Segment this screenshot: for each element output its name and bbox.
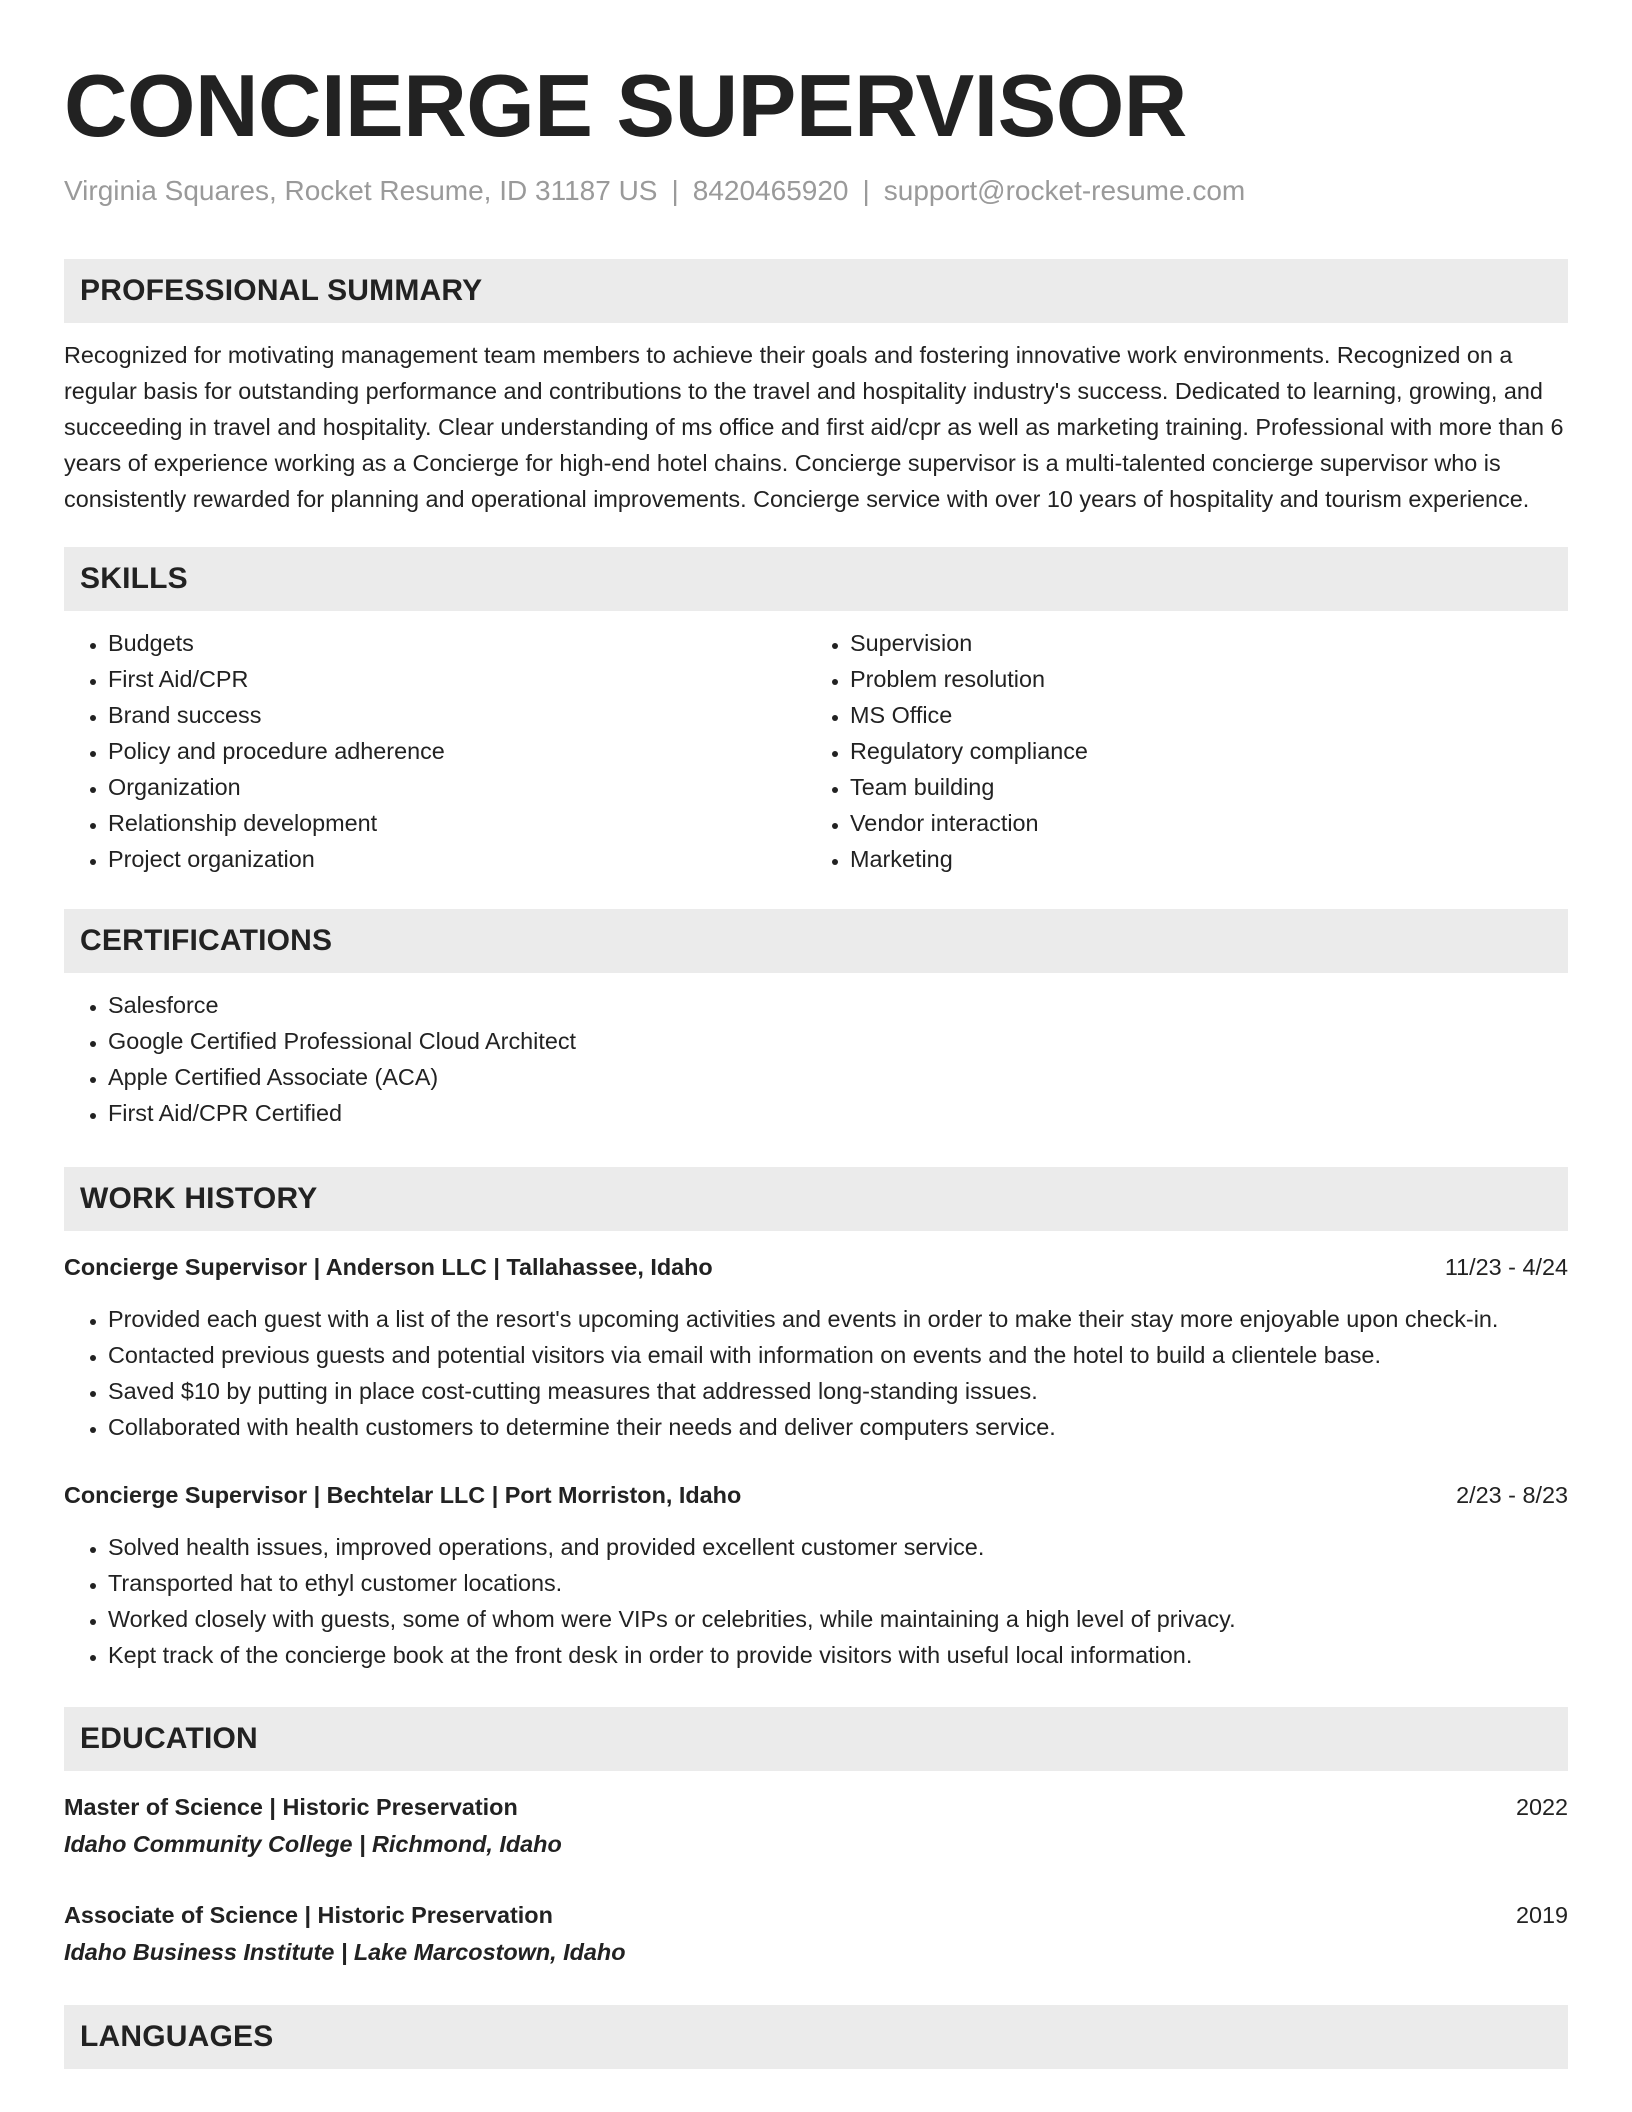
contact-email: support@rocket-resume.com [883, 175, 1246, 206]
section-header-work-history: WORK HISTORY [64, 1167, 1568, 1231]
skill-item: • Relationship development [108, 805, 806, 841]
job-bullet: • Saved $10 by putting in place cost-cutting measures that addressed long-standing issues. [108, 1373, 1568, 1409]
job-bullet: • Transported hat to ethyl customer locations. [108, 1565, 1568, 1601]
education-year: 2019 [1515, 1902, 1568, 1928]
job-bullet: • Kept track of the concierge book at the front desk in order to provide visitors with useful local information. [108, 1637, 1568, 1673]
education-header [64, 1897, 1568, 1933]
education-entry [64, 1897, 1568, 1971]
job-bullet: • Collaborated with health customers to determine their needs and deliver computers service. [108, 1409, 1568, 1445]
skill-item: • Budgets [108, 625, 806, 661]
certifications-list [64, 987, 1568, 1131]
section-header-certifications: CERTIFICATIONS [64, 909, 1568, 973]
skills-column-left [64, 625, 806, 877]
skill-item: • Problem resolution [850, 661, 1548, 697]
education-entry [64, 1789, 1568, 1863]
skill-item: • Brand success [108, 697, 806, 733]
contact-line [64, 174, 1568, 208]
summary-text: Recognized for motivating management team members to achieve their goals and fostering innovative work environments. Recognized on a regular basis for outstanding performance and contributions to the travel and hospitality industry's success. Dedicated to learning, growing, and succeeding in travel and hospitality. Clear understanding of ms office and first aid/cpr as well as marketing training. Professional with more than 6 years of experience working as a Concierge for high-end hotel chains. Concierge supervisor is a multi-talented concierge supervisor who is consistently rewarded for planning and operational improvements. Concierge service with over 10 years of hospitality and tourism experience. [64, 342, 1564, 512]
section-header-skills: SKILLS [64, 547, 1568, 611]
skill-item: • Vendor interaction [850, 805, 1548, 841]
skill-item: • Team building [850, 769, 1548, 805]
job-title: Concierge Supervisor | Bechtelar LLC | Port Morriston, Idaho [64, 1482, 742, 1508]
contact-address: Virginia Squares, Rocket Resume, ID 31187 US [64, 175, 658, 206]
skill-item: • Regulatory compliance [850, 733, 1548, 769]
skill-item: • MS Office [850, 697, 1548, 733]
job-bullets [64, 1301, 1568, 1445]
certification-item: • Google Certified Professional Cloud Architect [108, 1023, 1568, 1059]
job-entry [64, 1477, 1568, 1673]
job-header [64, 1477, 1568, 1513]
skill-item: • Marketing [850, 841, 1548, 877]
candidate-name: CONCIERGE SUPERVISOR [64, 56, 1187, 155]
skill-item: • Project organization [108, 841, 806, 877]
job-title: Concierge Supervisor | Anderson LLC | Tallahassee, Idaho [64, 1254, 713, 1280]
job-entry [64, 1249, 1568, 1445]
certification-item: • First Aid/CPR Certified [108, 1095, 1568, 1131]
skill-item: • Policy and procedure adherence [108, 733, 806, 769]
job-dates: 11/23 - 4/24 [1444, 1254, 1568, 1280]
section-header-languages: LANGUAGES [64, 2005, 1568, 2069]
education-header [64, 1789, 1568, 1825]
job-bullet: • Provided each guest with a list of the resort's upcoming activities and events in order to make their stay more enjoyable upon check-in. [108, 1301, 1568, 1337]
job-bullet: • Contacted previous guests and potential visitors via email with information on events and the hotel to build a clientele base. [108, 1337, 1568, 1373]
education-school: Idaho Business Institute | Lake Marcostown, Idaho [64, 1939, 626, 1965]
contact-phone: 8420465920 [692, 175, 849, 206]
contact-separator: | [671, 175, 679, 206]
certification-item: • Apple Certified Associate (ACA) [108, 1059, 1568, 1095]
job-bullet: • Worked closely with guests, some of whom were VIPs or celebrities, while maintaining a high level of privacy. [108, 1601, 1568, 1637]
job-header [64, 1249, 1568, 1285]
education-year: 2022 [1515, 1794, 1568, 1820]
education-degree: Associate of Science | Historic Preservation [64, 1902, 553, 1928]
skill-item: • First Aid/CPR [108, 661, 806, 697]
skills-column-right [806, 625, 1548, 877]
certification-item: • Salesforce [108, 987, 1568, 1023]
section-header-education: EDUCATION [64, 1707, 1568, 1771]
contact-separator: | [862, 175, 870, 206]
education-school: Idaho Community College | Richmond, Idaho [64, 1831, 562, 1857]
skill-item: • Organization [108, 769, 806, 805]
job-bullets [64, 1529, 1568, 1673]
education-degree: Master of Science | Historic Preservation [64, 1794, 518, 1820]
skill-item: • Supervision [850, 625, 1548, 661]
skills-list [64, 625, 1568, 877]
section-header-summary: PROFESSIONAL SUMMARY [64, 259, 1568, 323]
job-dates: 2/23 - 8/23 [1456, 1482, 1568, 1508]
job-bullet: • Solved health issues, improved operations, and provided excellent customer service. [108, 1529, 1568, 1565]
